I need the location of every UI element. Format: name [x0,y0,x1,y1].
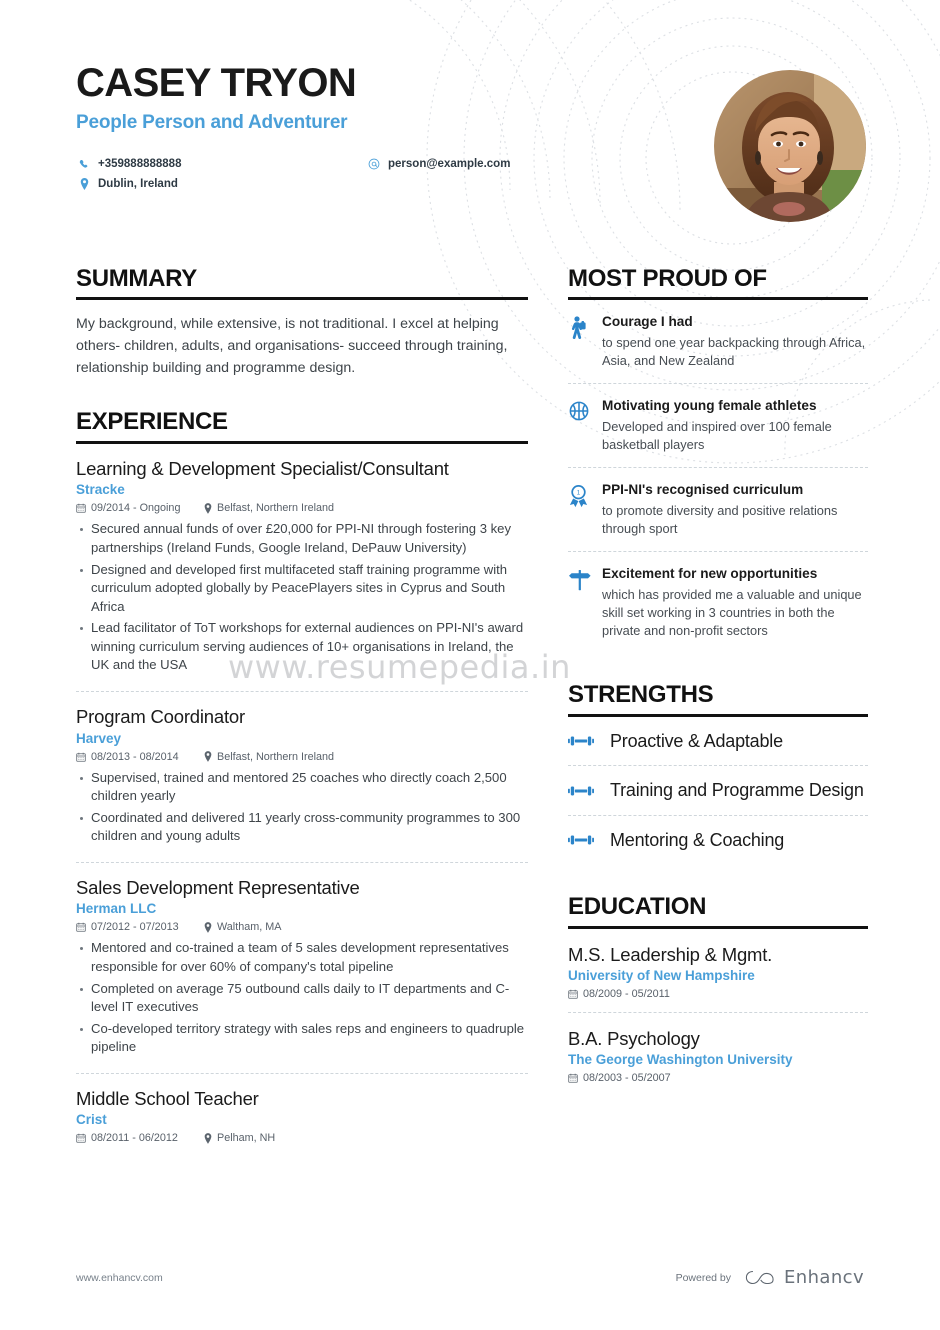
experience-bullet: Designed and developed first multifaceted staff training programme with curriculum adopted globally by PeacePlayers sites in Cyprus and South Africa [76,561,528,617]
job-title: Middle School Teacher [76,1087,259,1109]
job-location-text: Pelham, NH [217,1132,276,1145]
signpost-icon [568,566,602,640]
strength-label: Training and Programme Design [610,780,864,801]
job-location-text: Waltham, MA [217,921,282,934]
experience-section [76,409,528,1144]
strengths-title: STRENGTHS [568,681,714,709]
job-location [204,502,334,514]
experience-item [76,862,528,1057]
education-section [568,894,868,1096]
job-company: Crist [76,1112,107,1128]
experience-bullet: Mentored and co-trained a team of 5 sales development representatives responsible for over 60% of company's total pipeline [76,939,528,976]
strength-item [568,765,868,815]
most-proud-of-item [568,551,868,653]
job-location [204,751,334,763]
most-proud-of-item [568,383,868,467]
email-at-icon [366,158,382,170]
location-pin-icon [204,1133,212,1144]
calendar-icon [568,989,578,999]
strength-label: Proactive & Adaptable [610,730,783,751]
contact-row-secondary [76,174,546,194]
resume-header [76,62,864,232]
enhancv-brand [745,1267,864,1288]
calendar-icon [76,752,86,762]
education-school: University of New Hampshire [568,967,755,983]
summary-title: SUMMARY [76,265,198,292]
job-date [76,751,204,763]
most-proud-of-item-desc: which has provided me a valuable and unique skill set working in 3 countries in both the private and non-profit sectors [602,586,862,638]
job-title: Sales Development Representative [76,876,360,898]
job-location-text: Belfast, Northern Ireland [217,750,335,763]
job-company: Stracke [76,482,125,498]
most-proud-of-item-desc: Developed and inspired over 100 female basketball players [602,419,832,453]
job-date [76,502,204,514]
contact-email-text: person@example.com [388,158,511,171]
most-proud-of-item-title: Excitement for new opportunities [602,565,818,581]
dumbbell-icon [568,734,610,748]
most-proud-of-item [568,300,868,383]
job-meta [76,921,528,933]
job-location [204,921,281,933]
footer-branding [676,1267,864,1288]
contact-email[interactable] [366,154,510,174]
job-location-text: Belfast, Northern Ireland [217,502,335,515]
experience-bullet: Lead facilitator of ToT workshops for external audiences on PPI-NI's award winning curriculum serving audiences of 10+ organisations in Ireland, the UK and the USA [76,619,528,675]
left-column [76,266,528,1174]
strengths-list [568,717,868,865]
phone-icon [76,159,92,170]
experience-item [76,444,528,675]
job-date-text: 09/2014 - Ongoing [91,502,181,515]
most-proud-of-body [602,566,868,640]
education-degree: M.S. Leadership & Mgmt. [568,943,773,965]
job-title: Learning & Development Specialist/Consultant [76,457,449,479]
most-proud-of-body [602,398,868,454]
most-proud-of-body [602,482,868,538]
page-footer [76,1267,864,1288]
job-meta [76,751,528,763]
job-bullets [76,520,528,675]
most-proud-of-item-title: Motivating young female athletes [602,398,817,414]
candidate-name: CASEY TRYON [76,61,357,105]
avatar-photo [714,70,866,222]
resume-columns [76,266,864,1174]
contact-phone-text: +359888888888 [98,158,182,171]
most-proud-of-item-title: Courage I had [602,314,693,330]
location-pin-icon [204,751,212,762]
education-date [568,1072,868,1084]
avatar [714,70,866,222]
job-location [204,1132,275,1144]
award-ribbon-icon [568,482,602,538]
education-date [568,988,868,1000]
job-meta [76,1132,528,1144]
education-date-text: 08/2003 - 05/2007 [583,1072,671,1085]
svg-text:1: 1 [576,489,581,497]
job-date-text: 08/2013 - 08/2014 [91,750,179,763]
strength-item [568,717,868,766]
backpacker-icon [568,314,602,370]
experience-title: EXPERIENCE [76,408,228,436]
job-date [76,921,204,933]
job-date-text: 08/2011 - 06/2012 [91,1132,178,1145]
most-proud-of-section [568,266,868,652]
location-pin-icon [204,922,212,933]
summary-text: My background, while extensive, is not traditional. I excel at helping others- children, adults, and organisations- succeed through training, relationship building and programme design. [76,316,508,377]
contact-row-primary [76,154,546,174]
contact-phone[interactable] [76,154,366,174]
job-bullets [76,939,528,1056]
education-school: The George Washington University [568,1052,793,1068]
most-proud-of-title: MOST PROUD OF [568,265,767,292]
education-item [568,929,868,1012]
job-date-text: 07/2012 - 07/2013 [91,921,179,934]
job-company: Harvey [76,730,122,746]
most-proud-of-item-desc: to spend one year backpacking through Africa, Asia, and New Zealand [602,335,866,369]
most-proud-of-item-title: PPI-NI's recognised curriculum [602,481,804,497]
strengths-section [568,682,868,864]
footer-url[interactable]: www.enhancv.com [76,1271,163,1284]
job-title: Program Coordinator [76,705,245,727]
strength-item [568,815,868,865]
most-proud-of-list [568,300,868,652]
education-degree: B.A. Psychology [568,1027,700,1049]
summary-section [76,266,528,379]
enhancv-logo-icon [745,1269,775,1286]
enhancv-brand-name: Enhancv [784,1267,864,1288]
contact-location[interactable] [76,174,366,194]
calendar-icon [76,922,86,932]
job-date [76,1132,204,1144]
basketball-icon [568,398,602,454]
experience-item [76,1073,528,1145]
strength-label: Mentoring & Coaching [610,829,785,850]
calendar-icon [76,1133,86,1143]
experience-list [76,444,528,1145]
powered-by-label: Powered by [675,1271,732,1284]
experience-item [76,691,528,846]
contact-location-text: Dublin, Ireland [98,178,178,191]
contact-block [76,154,546,194]
experience-bullet: Coordinated and delivered 11 yearly cross-community programmes to 300 children and young adults [76,809,528,846]
education-item [568,1012,868,1096]
education-date-text: 08/2009 - 05/2011 [583,987,670,1000]
education-title: EDUCATION [568,893,707,921]
job-meta [76,502,528,514]
most-proud-of-body [602,314,868,370]
most-proud-of-item [568,467,868,551]
dumbbell-icon [568,833,610,847]
location-pin-icon [76,178,92,190]
job-company: Herman LLC [76,901,157,917]
job-bullets [76,769,528,846]
right-column [568,266,868,1174]
experience-bullet: Co-developed territory strategy with sales reps and engineers to quadruple pipeline [76,1020,528,1057]
candidate-headline: People Person and Adventurer [76,112,348,134]
summary-rule [76,297,528,300]
experience-bullet: Completed on average 75 outbound calls daily to IT departments and C-level IT executives [76,980,528,1017]
experience-bullet: Supervised, trained and mentored 25 coaches who directly coach 2,500 children yearly [76,769,528,806]
site-watermark: www.resumepedia.in [228,648,571,686]
calendar-icon [568,1073,578,1083]
education-list [568,929,868,1096]
most-proud-of-item-desc: to promote diversity and positive relations through sport [602,502,838,536]
dumbbell-icon [568,784,610,798]
location-pin-icon [204,503,212,514]
experience-bullet: Secured annual funds of over £20,000 for PPI-NI through fostering 3 key partnerships (Ireland Funds, Google Ireland, DePauw University) [76,520,528,557]
calendar-icon [76,503,86,513]
